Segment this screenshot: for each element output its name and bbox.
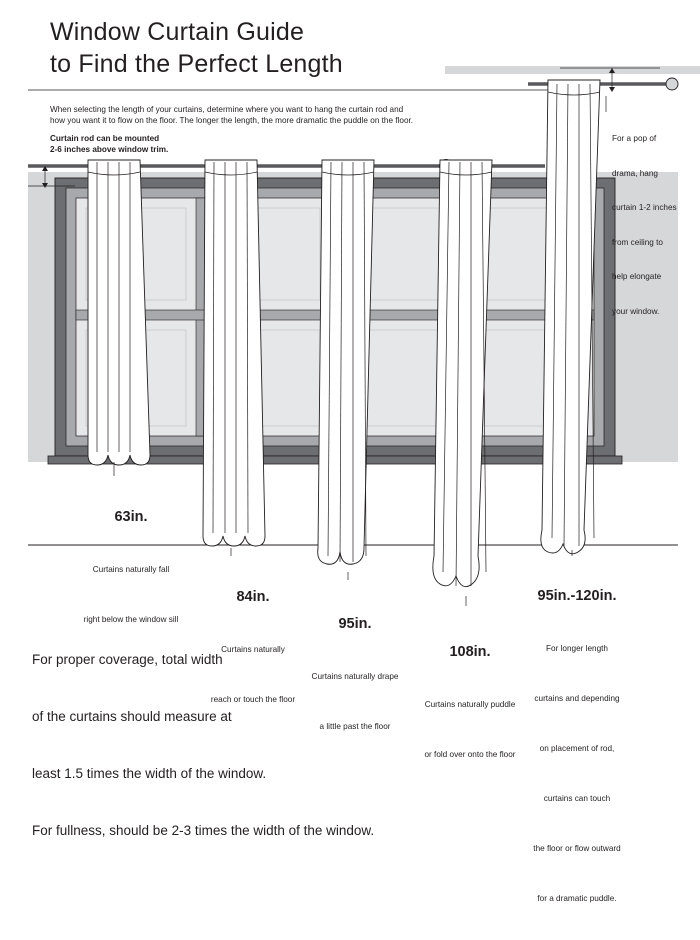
length-sub-108in-line-2: or fold over onto the floor (424, 750, 516, 759)
length-label-95-120in (512, 552, 642, 940)
length-sub-95in-line-1: Curtains naturally drape (311, 672, 399, 681)
callout-line-1: For a pop of (612, 134, 657, 143)
length-sub-84in-line-1: Curtains naturally (221, 645, 285, 654)
summary-line-3: least 1.5 times the width of the window. (32, 766, 267, 781)
callout-line-6: your window. (612, 306, 660, 316)
length-sub-95-120in-line-1: For longer length (546, 644, 608, 653)
length-heading-84in: 84in. (236, 589, 270, 605)
summary-text (32, 612, 452, 878)
length-sub-95-120in-line-4: curtains can touch (543, 794, 611, 803)
length-sub-95-120in-line-2: curtains and depending (534, 694, 620, 703)
header-accent-bar (445, 66, 700, 74)
summary-line-4: For fullness, should be 2-3 times the width of the window. (32, 823, 375, 838)
callout-line-5: help elongate (612, 272, 662, 281)
page-title-line-2: to Find the Perfect Length (50, 50, 343, 78)
curtain-panel-95in (318, 160, 374, 564)
length-heading-108in: 108in. (449, 644, 491, 660)
length-sub-95in-line-2: a little past the floor (319, 722, 391, 731)
summary-line-1: For proper coverage, total width (32, 652, 223, 667)
ceiling-hang-callout (612, 110, 700, 340)
length-heading-95in: 95in. (338, 616, 372, 632)
length-heading-95-120in: 95in.-120in. (537, 588, 617, 604)
length-sub-63in-line-1: Curtains naturally fall (92, 565, 170, 574)
length-heading-63in: 63in. (114, 509, 148, 525)
rod-note-line-1: Curtain rod can be mounted (50, 134, 160, 143)
length-sub-84in-line-2: reach or touch the floor (210, 695, 296, 704)
curtain-panel-84in (203, 160, 265, 546)
intro-text-line-2: how you want it to flow on the floor. The longer the length, the more dramatic the puddle on the floor. (50, 116, 414, 125)
callout-line-2: drama, hang (612, 168, 658, 178)
length-sub-95-120in-line-5: the floor or flow outward (533, 844, 621, 853)
callout-line-4: from ceiling to (612, 237, 663, 247)
summary-line-2: of the curtains should measure at (32, 709, 232, 724)
length-sub-108in-line-1: Curtains naturally puddle (424, 700, 516, 709)
rod-note-line-2: 2-6 inches above window trim. (50, 145, 169, 154)
length-sub-95-120in-line-3: on placement of rod, (539, 744, 615, 753)
length-sub-95-120in-line-6: for a dramatic puddle. (537, 894, 617, 903)
curtain-panel-63in (88, 160, 150, 465)
length-sub-63in-line-2: right below the window sill (83, 615, 179, 624)
callout-line-3: curtain 1-2 inches (612, 203, 677, 212)
page-title-line-1: Window Curtain Guide (50, 18, 305, 46)
intro-text-line-1: When selecting the length of your curtains, determine where you want to hang the curtain rod and (50, 105, 404, 114)
